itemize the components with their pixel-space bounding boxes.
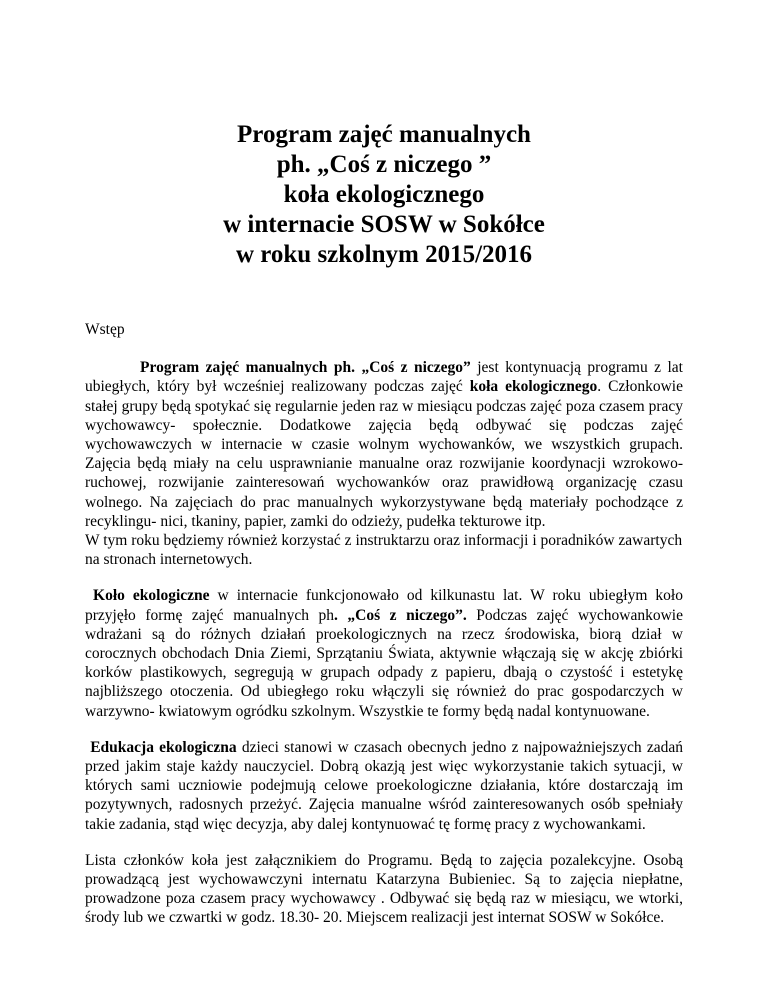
paragraph-text: dzieci stanowi w czasach obecnych jedno z najpoważniejszych zadań przed jakim staje każdy nauczyciel. Dobrą okazją jest więc wykorzystanie takich sytuacji, w których sami uczniowie podejmują celowe proekologiczne działania, które dostarczają im pozytywnych, radosnych przeżyć. Zajęcia manualne wśród zainteresowanych osób spełniały takie zadania, stąd więc decyzja, aby dalej kontynuować tę formę pracy z wychowankami. [85, 738, 683, 833]
paragraph-members: Lista członków koła jest załącznikiem do Programu. Będą to zajęcia pozalekcyjne. Osobą prowadzącą jest wychowawczyni internatu Katarzyna Bubieniec. Są to zajęcia niepłatne, prowadzone poza czasem pracy wychowawcy . Odbywać się będą raz w miesiącu, we wtorki, środy lub we czwartki w godz. 18.30- 20. Miejscem realizacji jest internat SOSW w Sokółce. [85, 851, 683, 927]
title-line: ph. „Coś z niczego ” [276, 151, 492, 178]
title-line: w roku szkolnym 2015/2016 [235, 241, 533, 268]
paragraph-spacer [85, 834, 683, 851]
paragraph-internet: W tym roku będziemy również korzystać z instruktarzu oraz informacji i poradników zawartych na stronach internetowych. [85, 532, 683, 569]
document-body [85, 320, 683, 928]
paragraph-spacer [85, 721, 683, 738]
paragraph-education [85, 738, 683, 834]
paragraph-text: Podczas zajęć wychowankowie wdrażani są do różnych działań proekologicznych na rzecz środowiska, biorą dział w corocznych obchodach Dnia Ziemi, Sprzątaniu Świata, aktywnie włączają się w akcję zbiórki korków plastikowych, segregują w grupach odpady z papieru, dbają o czystość i estetykę najbliższego otoczenia. Od ubiegłego roku włączyli się również do prac gospodarczych w warzywno- kwiatowym ogródku szkolnym. Wszystkie te formy będą nadal kontynuowane. [85, 606, 683, 720]
document-title [0, 120, 768, 270]
paragraph-text: w internacie funkcjonowało od kilkunastu lat. W roku ubiegłym koło przyjęło formę zajęć manualnych ph [85, 587, 683, 624]
title-line: Program zajęć manualnych [237, 121, 531, 148]
title-line: w internacie SOSW w Sokółce [223, 211, 545, 238]
club-name: koła ekologicznego [469, 378, 598, 396]
paragraph-program [85, 358, 683, 531]
paragraph-club [85, 586, 683, 720]
title-line: koła ekologicznego [283, 181, 485, 208]
program-name: Program zajęć manualnych ph. „Coś z niczego” [140, 359, 471, 377]
paragraph-spacer [85, 569, 683, 586]
paragraph-text: . Członkowie stałej grupy będą spotykać się regularnie jeden raz w miesiącu podczas zajęć poza czasem pracy wychowawcy- społecznie. Dodatkowe zajęcia będą odbywać się podczas zajęć wychowawczych w internacie w czasie wolnym wychowanków, we wszystkich grupach. Zajęcia będą miały na celu usprawnianie manualne oraz rozwijanie koordynacji wzrokowo- ruchowej, rozwijanie zainteresowań wychowanków oraz prawidłową organizację czasu wolnego. Na zajęciach do prac manualnych wykorzystywane będą materiały pochodzące z recyklingu- nici, tkaniny, papier, zamki do odzieży, pudełka tekturowe itp. [85, 378, 683, 530]
education-heading: Edukacja ekologiczna [90, 738, 237, 756]
club-heading: Koło ekologiczne [93, 587, 210, 605]
program-name-short: . „Coś z niczego”. [334, 606, 467, 624]
paragraph-text: jest kontynuacją programu z lat ubiegłych, który był wcześniej realizowany podczas zajęć [85, 359, 683, 396]
section-heading-intro: Wstęp [85, 321, 125, 338]
